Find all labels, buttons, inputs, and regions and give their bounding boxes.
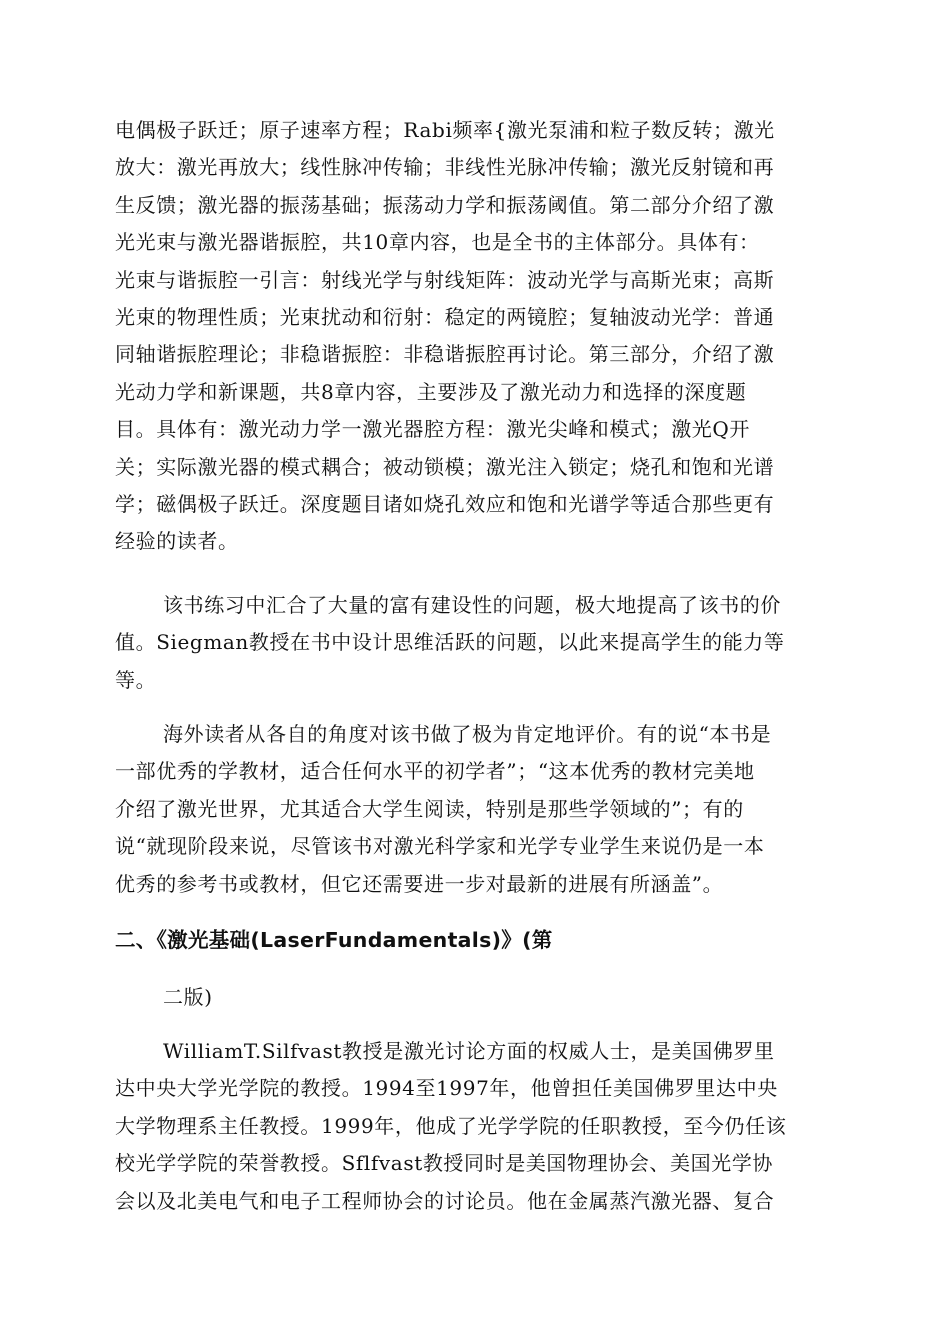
paragraph-line: WilliamT.Silfvast教授是激光讨论方面的权威人士，是美国佛罗里 <box>163 1039 775 1063</box>
paragraph-line: 该书练习中汇合了大量的富有建设性的问题，极大地提高了该书的价 <box>163 593 781 617</box>
paragraph-1 <box>115 112 837 561</box>
paragraph-line: 学；磁偶极子跃迁。深度题目诸如烧孔效应和饱和光谱学等适合那些更有 <box>115 492 775 517</box>
paragraph-line: 光束与谐振腔一引言：射线光学与射线矩阵：波动光学与高斯光束；高斯 <box>115 267 775 292</box>
paragraph-line: 放大：激光再放大；线性脉冲传输；非线性光脉冲传输；激光反射镜和再 <box>115 155 775 180</box>
paragraph-line: 电偶极子跃迁；原子速率方程；Rabi频率{激光泵浦和粒子数反转；激光 <box>115 118 775 142</box>
paragraph-3 <box>115 716 837 903</box>
paragraph-line: 校光学学院的荣誉教授。Sflfvast教授同时是美国物理协会、美国光学协 <box>115 1151 774 1176</box>
paragraph-line: 二版) <box>163 985 213 1009</box>
paragraph-line: 光光束与激光器谐振腔，共10章内容，也是全书的主体部分。具体有： <box>115 230 760 255</box>
paragraph-line: 介绍了激光世界，尤其适合大学生阅读，特别是那些学领域的”；有的 <box>115 796 744 821</box>
paragraph-line: 海外读者从各自的角度对该书做了极为肯定地评价。有的说“本书是 <box>163 722 772 746</box>
section-heading: 二、《激光基础(LaserFundamentals)》(第 <box>115 928 553 952</box>
paragraph-line: 达中央大学光学院的教授。1994至1997年，他曾担任美国佛罗里达中央 <box>115 1076 778 1101</box>
paragraph-line: 优秀的参考书或教材，但它还需要进一步对最新的进展有所涵盖”。 <box>115 871 724 896</box>
paragraph-line: 经验的读者。 <box>115 529 239 554</box>
paragraph-line: 光束的物理性质；光束扰动和衍射：稳定的两镜腔；复轴波动光学：普通 <box>115 305 775 330</box>
paragraph-line: 会以及北美电气和电子工程师协会的讨论员。他在金属蒸汽激光器、复合 <box>115 1188 775 1213</box>
paragraph-line: 一部优秀的学教材，适合任何水平的初学者”；“这本优秀的教材完美地 <box>115 759 755 784</box>
paragraph-line: 目。具体有：激光动力学一激光器腔方程：激光尖峰和模式；激光Q开 <box>115 417 750 442</box>
paragraph-2 <box>115 587 837 699</box>
paragraph-line: 生反馈；激光器的振荡基础；振荡动力学和振荡阈值。第二部分介绍了激 <box>115 192 775 217</box>
paragraph-line: 光动力学和新课题，共8章内容，主要涉及了激光动力和选择的深度题 <box>115 379 747 404</box>
paragraph-line: 大学物理系主任教授。1999年，他成了光学学院的任职教授，至今仍任该 <box>115 1113 787 1138</box>
paragraph-line: 同轴谐振腔理论；非稳谐振腔：非稳谐振腔再讨论。第三部分，介绍了激 <box>115 342 775 367</box>
paragraph-line: 关；实际激光器的模式耦合；被动锁模；激光注入锁定；烧孔和饱和光谱 <box>115 454 775 479</box>
paragraph-5 <box>115 1033 837 1220</box>
paragraph-line: 说“就现阶段来说，尽管该书对激光科学家和光学专业学生来说仍是一本 <box>115 834 765 859</box>
paragraph-4 <box>115 979 837 1016</box>
paragraph-line: 值。Siegman教授在书中设计思维活跃的问题，以此来提高学生的能力等 <box>115 630 785 655</box>
paragraph-line: 等。 <box>115 667 157 692</box>
